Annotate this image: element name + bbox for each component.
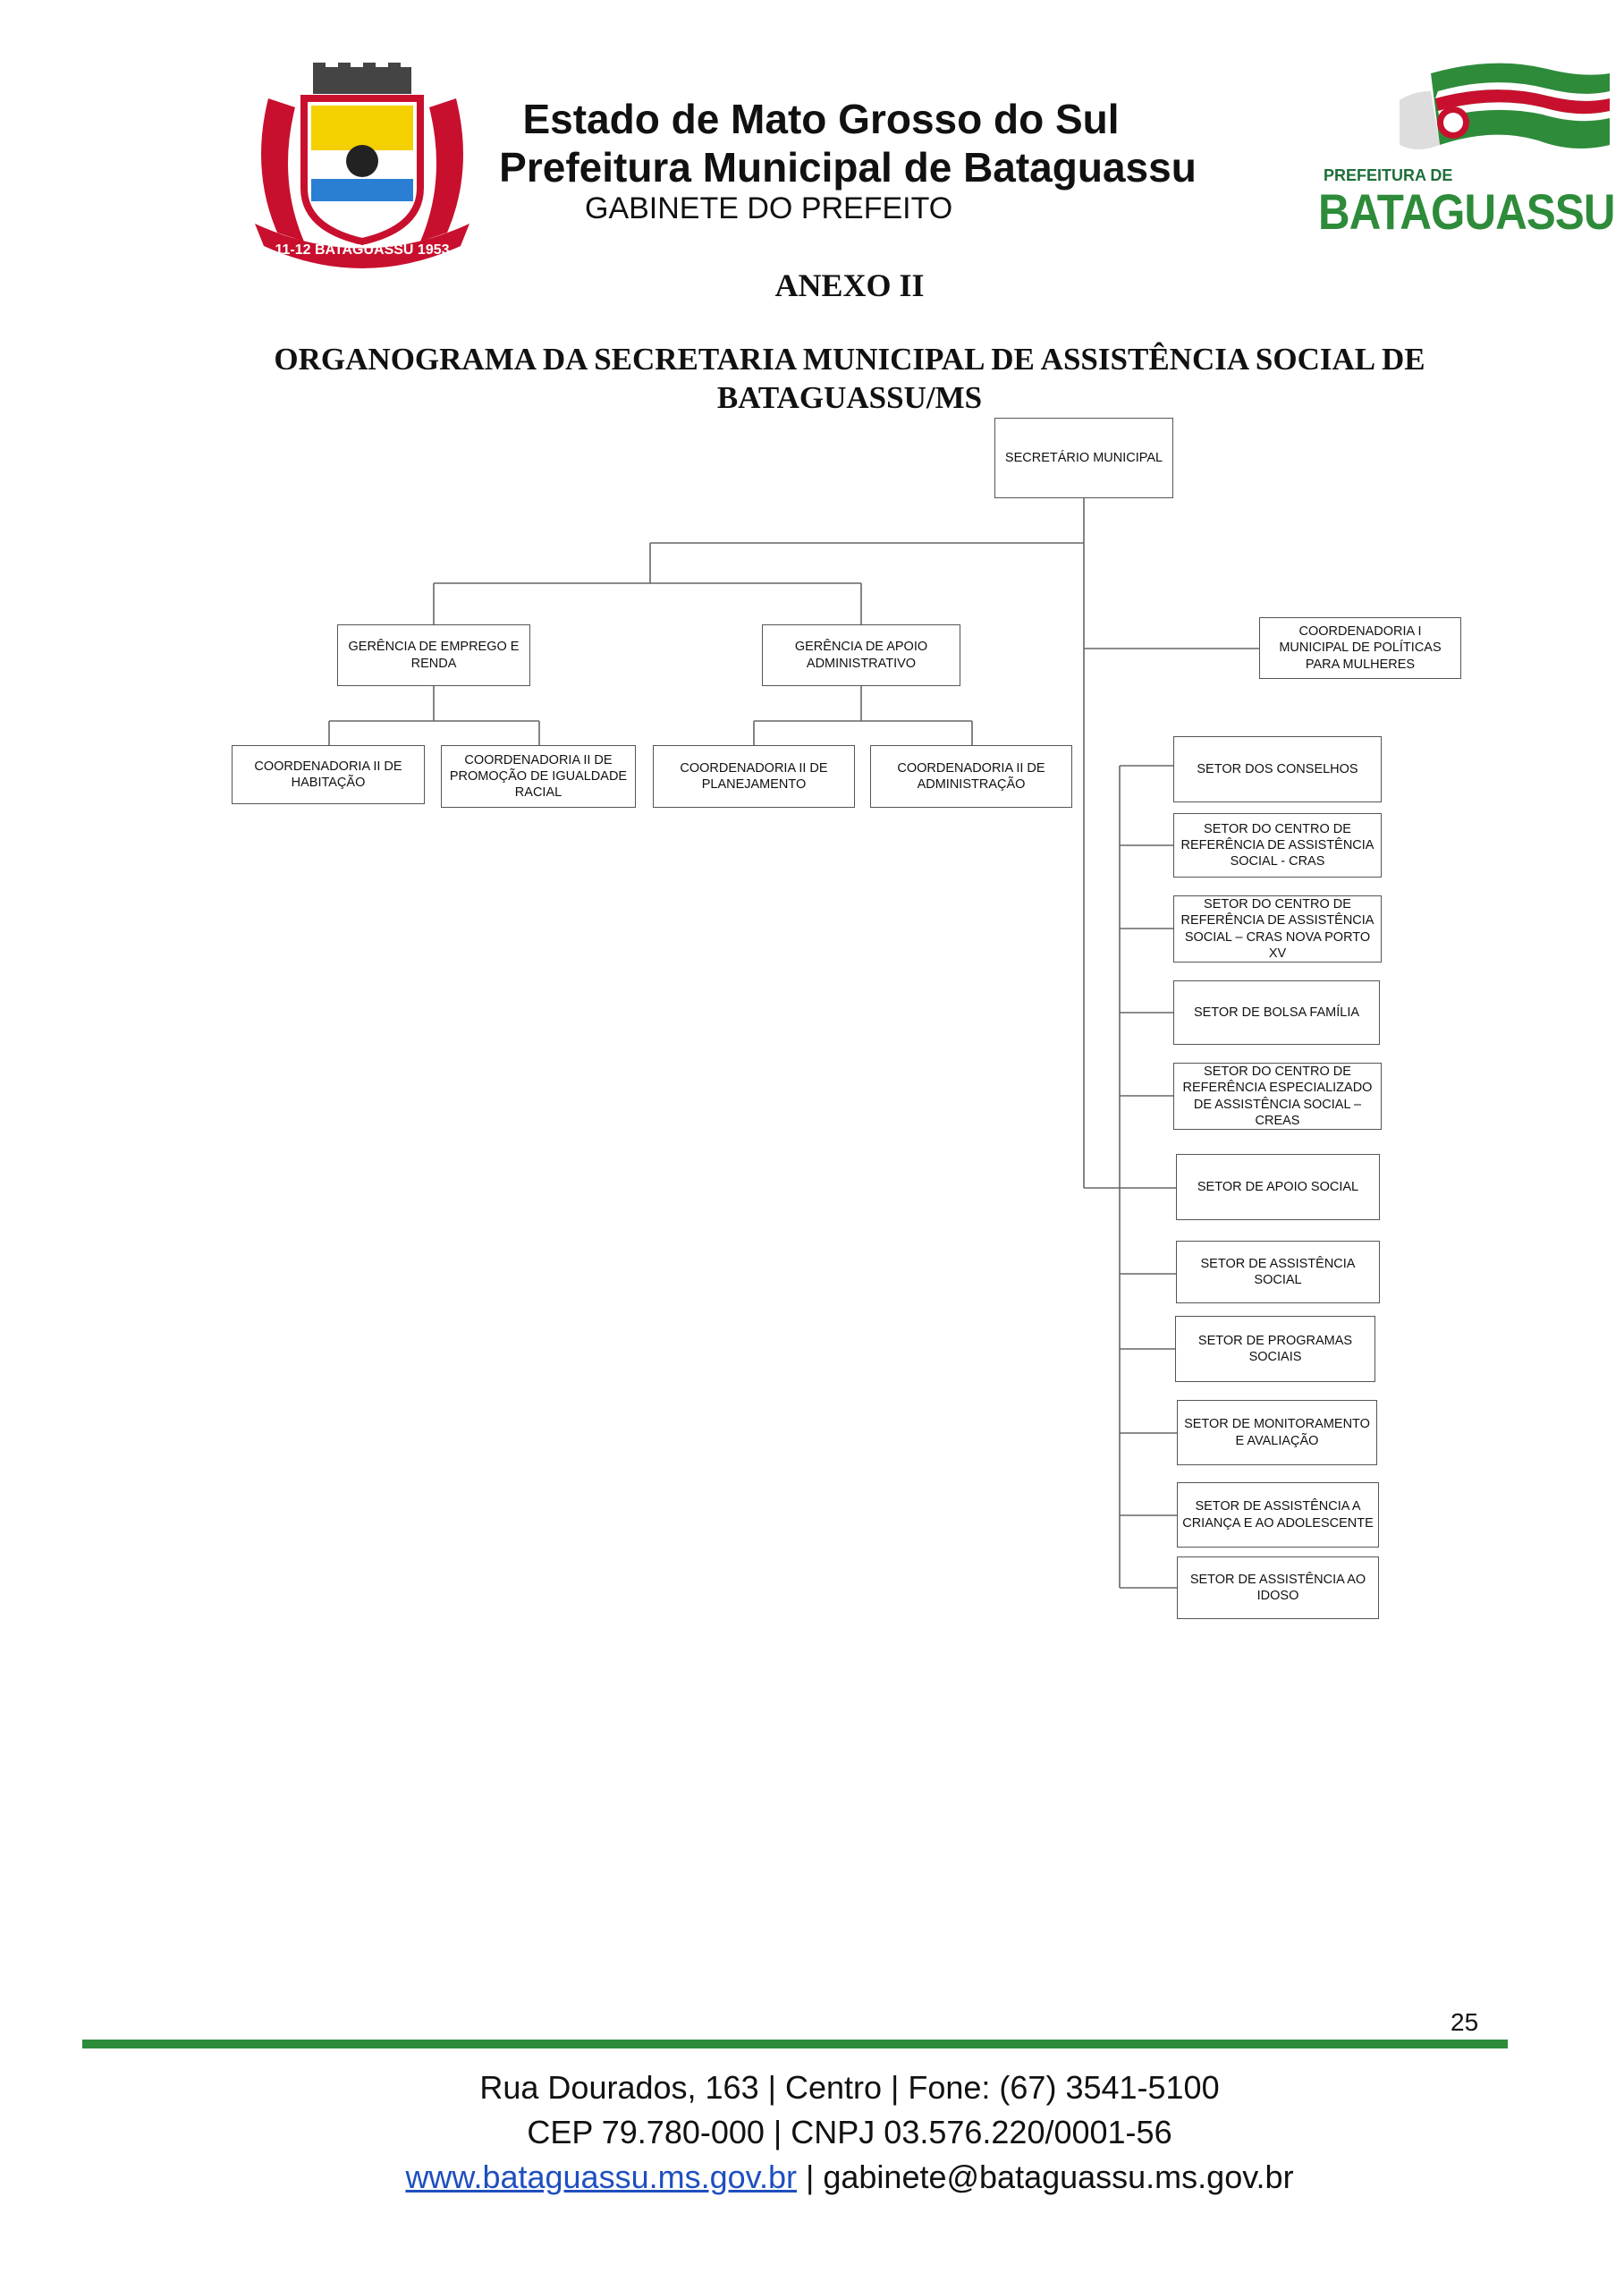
org-box-gerencia-emprego: GERÊNCIA DE EMPREGO E RENDA [337, 624, 530, 686]
chart-title-line1: ORGANOGRAMA DA SECRETARIA MUNICIPAL DE ASSISTÊNCIA SOCIAL DE [274, 342, 1425, 377]
org-box-setor: SETOR DO CENTRO DE REFERÊNCIA DE ASSISTÊNCIA SOCIAL – CRAS NOVA PORTO XV [1173, 895, 1382, 963]
org-box-setor: SETOR DE PROGRAMAS SOCIAIS [1175, 1316, 1375, 1382]
org-box-setor: SETOR DE MONITORAMENTO E AVALIAÇÃO [1177, 1400, 1377, 1465]
org-box-setor: SETOR DE ASSISTÊNCIA SOCIAL [1176, 1241, 1380, 1303]
org-box-setor: SETOR DO CENTRO DE REFERÊNCIA DE ASSISTÊNCIA SOCIAL - CRAS [1173, 813, 1382, 878]
org-box-coord-planejamento: COORDENADORIA II DE PLANEJAMENTO [653, 745, 855, 808]
footer-address: Rua Dourados, 163 | Centro | Fone: (67) 3541-5100 [479, 2069, 1220, 2106]
logo-big-text: BATAGUASSU [1318, 183, 1615, 240]
org-box-gerencia-apoio: GERÊNCIA DE APOIO ADMINISTRATIVO [762, 624, 960, 686]
state-name: Estado de Mato Grosso do Sul [522, 96, 1120, 142]
prefeitura-name: Prefeitura Municipal de Bataguassu [499, 144, 1197, 191]
footer-contacts [0, 2159, 1624, 2196]
page-number: 25 [1451, 2008, 1479, 2036]
org-box-setor: SETOR DE ASSISTÊNCIA A CRIANÇA E AO ADOLESCENTE [1177, 1482, 1379, 1548]
chart-title-line2: BATAGUASSU/MS [716, 380, 983, 415]
website-link[interactable]: www.bataguassu.ms.gov.br [405, 2159, 797, 2195]
annex-title: ANEXO II [774, 267, 925, 303]
org-box-setor: SETOR DE ASSISTÊNCIA AO IDOSO [1177, 1556, 1379, 1619]
org-box-setor: SETOR DO CENTRO DE REFERÊNCIA ESPECIALIZADO DE ASSISTÊNCIA SOCIAL – CREAS [1173, 1063, 1382, 1130]
footer-email: | gabinete@bataguassu.ms.gov.br [806, 2159, 1294, 2195]
footer-divider [82, 2040, 1508, 2048]
org-box-setor: SETOR DE APOIO SOCIAL [1176, 1154, 1380, 1220]
coat-of-arms-text: 11-12 BATAGUASSU 1953 [275, 242, 450, 258]
org-box-coord-mulheres: COORDENADORIA I MUNICIPAL DE POLÍTICAS PARA MULHERES [1259, 617, 1461, 679]
gabinete-label: GABINETE DO PREFEITO [585, 191, 953, 225]
org-box-coord-habitacao: COORDENADORIA II DE HABITAÇÃO [232, 745, 425, 804]
org-box-coord-igualdade: COORDENADORIA II DE PROMOÇÃO DE IGUALDADE RACIAL [441, 745, 636, 808]
footer-cep-cnpj: CEP 79.780-000 | CNPJ 03.576.220/0001-56 [527, 2114, 1172, 2150]
org-box-secretario: SECRETÁRIO MUNICIPAL [994, 418, 1173, 498]
org-box-setor: SETOR DOS CONSELHOS [1173, 736, 1382, 802]
logo-small-text: PREFEITURA DE [1324, 166, 1453, 184]
org-box-setor: SETOR DE BOLSA FAMÍLIA [1173, 980, 1380, 1045]
org-box-coord-administracao: COORDENADORIA II DE ADMINISTRAÇÃO [870, 745, 1072, 808]
